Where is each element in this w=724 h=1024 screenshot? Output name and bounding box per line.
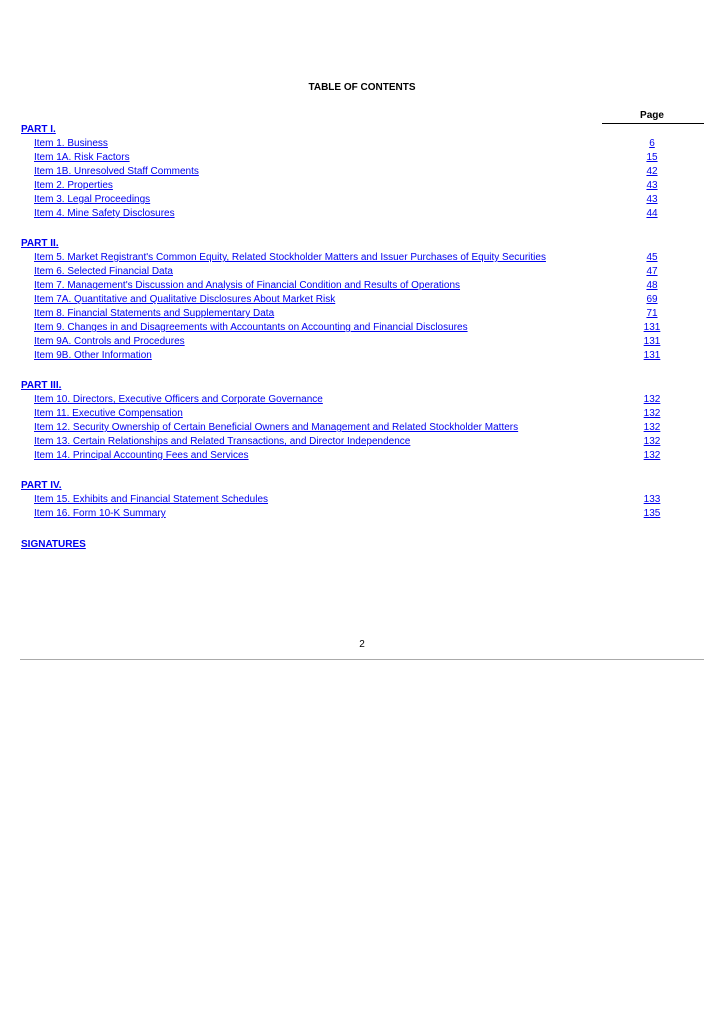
toc-page-link[interactable]: 6	[649, 138, 655, 149]
toc-item-link[interactable]: Item 6. Selected Financial Data	[34, 266, 173, 277]
toc-item-link[interactable]: Item 16. Form 10-K Summary	[34, 508, 166, 519]
toc-item-link[interactable]: Item 7. Management's Discussion and Analysis of Financial Condition and Results of Operations	[34, 280, 461, 291]
toc-page-link[interactable]: 42	[646, 166, 658, 177]
part-2-link[interactable]: PART II.	[21, 238, 59, 249]
signatures-link[interactable]: SIGNATURES	[21, 539, 86, 550]
toc-page-link[interactable]: 133	[643, 494, 661, 505]
toc-item-link[interactable]: Item 1B. Unresolved Staff Comments	[34, 166, 199, 177]
toc-item-link[interactable]: Item 1A. Risk Factors	[34, 152, 130, 163]
toc-page-link[interactable]: 43	[646, 194, 658, 205]
toc-page-link[interactable]: 135	[643, 508, 661, 519]
page-number: 2	[359, 639, 365, 650]
toc-item-link[interactable]: Item 11. Executive Compensation	[34, 408, 183, 419]
toc-item-link[interactable]: Item 9B. Other Information	[34, 350, 152, 361]
toc-item-link[interactable]: Item 12. Security Ownership of Certain Beneficial Owners and Management and Related Stockholder Matters	[34, 422, 519, 433]
toc-item-link[interactable]: Item 1. Business	[34, 138, 108, 149]
toc-item-link[interactable]: Item 5. Market Registrant's Common Equity, Related Stockholder Matters and Issuer Purchases of Equity Securities	[34, 252, 546, 263]
toc-item-link[interactable]: Item 3. Legal Proceedings	[34, 194, 151, 205]
toc-page-link[interactable]: 132	[643, 394, 661, 405]
toc-title: TABLE OF CONTENTS	[308, 82, 416, 93]
toc-item-link[interactable]: Item 9. Changes in and Disagreements with Accountants on Accounting and Financial Disclosures	[34, 322, 468, 333]
toc-page-link[interactable]: 132	[643, 408, 661, 419]
page-column-header: Page	[640, 110, 664, 121]
toc-item-link[interactable]: Item 7A. Quantitative and Qualitative Disclosures About Market Risk	[34, 294, 336, 305]
toc-page-link[interactable]: 132	[643, 450, 661, 461]
page-divider	[20, 659, 704, 660]
part-1-link[interactable]: PART I.	[21, 124, 56, 135]
toc-item-link[interactable]: Item 4. Mine Safety Disclosures	[34, 208, 175, 219]
toc-page-link[interactable]: 69	[646, 294, 658, 305]
toc-page-link[interactable]: 47	[646, 266, 658, 277]
toc-item-link[interactable]: Item 10. Directors, Executive Officers and Corporate Governance	[34, 394, 323, 405]
toc-page-link[interactable]: 44	[646, 208, 658, 219]
part-4-link[interactable]: PART IV.	[21, 480, 62, 491]
toc-page-link[interactable]: 71	[646, 308, 658, 319]
toc-page-link[interactable]: 45	[646, 252, 658, 263]
toc-page-link[interactable]: 48	[646, 280, 658, 291]
toc-page-link[interactable]: 131	[643, 322, 661, 333]
toc-item-link[interactable]: Item 13. Certain Relationships and Related Transactions, and Director Independence	[34, 436, 411, 447]
toc-item-link[interactable]: Item 14. Principal Accounting Fees and Services	[34, 450, 249, 461]
toc-item-link[interactable]: Item 8. Financial Statements and Supplementary Data	[34, 308, 275, 319]
toc-page-link[interactable]: 131	[643, 336, 661, 347]
toc-page-link[interactable]: 43	[646, 180, 658, 191]
toc-item-link[interactable]: Item 2. Properties	[34, 180, 113, 191]
page-header-rule	[602, 123, 704, 124]
toc-page-link[interactable]: 131	[643, 350, 661, 361]
toc-page-link[interactable]: 132	[643, 422, 661, 433]
toc-page-link[interactable]: 15	[646, 152, 658, 163]
toc-item-link[interactable]: Item 9A. Controls and Procedures	[34, 336, 185, 347]
toc-item-link[interactable]: Item 15. Exhibits and Financial Statement Schedules	[34, 494, 269, 505]
part-3-link[interactable]: PART III.	[21, 380, 62, 391]
toc-page-link[interactable]: 132	[643, 436, 661, 447]
